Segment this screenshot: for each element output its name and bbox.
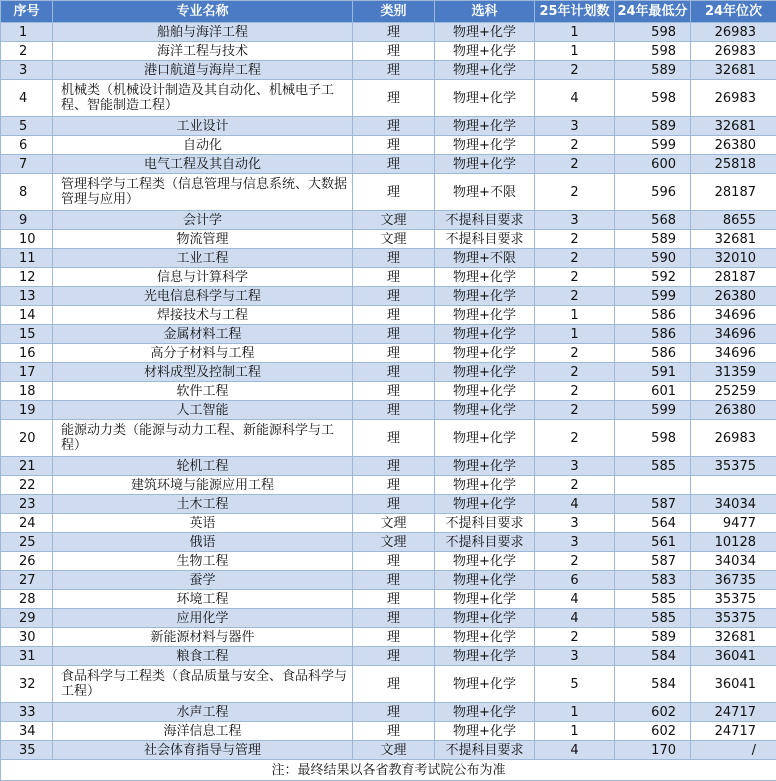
cell-plan-count: 1 <box>535 23 615 42</box>
cell-min-score: 589 <box>615 230 691 249</box>
table-row <box>1 420 776 457</box>
table-row <box>1 495 776 514</box>
table-row <box>1 344 776 363</box>
cell-index: 4 <box>1 80 53 117</box>
cell-index: 1 <box>1 23 53 42</box>
cell-plan-count: 2 <box>535 344 615 363</box>
cell-plan-count: 4 <box>535 741 615 760</box>
cell-index: 22 <box>1 476 53 495</box>
cell-rank: 28187 <box>691 174 776 211</box>
cell-rank: 10128 <box>691 533 776 552</box>
cell-rank: 26983 <box>691 23 776 42</box>
cell-subject-requirement: 物理+化学 <box>435 628 535 647</box>
cell-major-name: 焊接技术与工程 <box>53 306 353 325</box>
cell-plan-count: 2 <box>535 628 615 647</box>
cell-subject-requirement: 物理+化学 <box>435 552 535 571</box>
cell-major-name: 信息与计算科学 <box>53 268 353 287</box>
cell-index: 6 <box>1 136 53 155</box>
cell-subject-requirement: 物理+化学 <box>435 382 535 401</box>
cell-index: 31 <box>1 647 53 666</box>
table-row <box>1 61 776 80</box>
cell-min-score: 599 <box>615 287 691 306</box>
cell-min-score: 170 <box>615 741 691 760</box>
cell-rank: 32010 <box>691 249 776 268</box>
cell-subject-requirement: 物理+化学 <box>435 287 535 306</box>
cell-major-name: 环境工程 <box>53 590 353 609</box>
cell-subject-requirement: 物理+化学 <box>435 363 535 382</box>
table-row <box>1 590 776 609</box>
cell-major-name: 生物工程 <box>53 552 353 571</box>
cell-subject-requirement: 物理+化学 <box>435 155 535 174</box>
table-row <box>1 401 776 420</box>
cell-category: 理 <box>353 382 435 401</box>
cell-category: 理 <box>353 590 435 609</box>
cell-major-name: 工业设计 <box>53 117 353 136</box>
cell-subject-requirement: 物理+化学 <box>435 61 535 80</box>
header-category: 类别 <box>353 1 435 23</box>
cell-index: 29 <box>1 609 53 628</box>
cell-plan-count: 2 <box>535 155 615 174</box>
cell-index: 28 <box>1 590 53 609</box>
cell-plan-count: 2 <box>535 174 615 211</box>
cell-rank: 24717 <box>691 703 776 722</box>
cell-plan-count: 6 <box>535 571 615 590</box>
table-row <box>1 552 776 571</box>
cell-major-name: 港口航道与海岸工程 <box>53 61 353 80</box>
cell-rank: 34696 <box>691 306 776 325</box>
cell-index: 2 <box>1 42 53 61</box>
footnote: 注：最终结果以各省教育考试院公布为准 <box>1 760 776 781</box>
cell-major-name: 海洋工程与技术 <box>53 42 353 61</box>
cell-rank: 35375 <box>691 609 776 628</box>
table-row <box>1 249 776 268</box>
cell-min-score: 561 <box>615 533 691 552</box>
cell-category: 理 <box>353 609 435 628</box>
cell-major-name: 金属材料工程 <box>53 325 353 344</box>
cell-min-score: 599 <box>615 401 691 420</box>
table-row <box>1 80 776 117</box>
cell-category: 理 <box>353 117 435 136</box>
table-row <box>1 42 776 61</box>
cell-plan-count: 1 <box>535 42 615 61</box>
cell-subject-requirement: 不提科目要求 <box>435 211 535 230</box>
cell-category: 理 <box>353 401 435 420</box>
cell-min-score: 584 <box>615 647 691 666</box>
cell-subject-requirement: 物理+化学 <box>435 457 535 476</box>
cell-plan-count: 3 <box>535 211 615 230</box>
cell-index: 3 <box>1 61 53 80</box>
cell-major-name: 电气工程及其自动化 <box>53 155 353 174</box>
cell-plan-count: 5 <box>535 666 615 703</box>
cell-min-score: 587 <box>615 552 691 571</box>
table-row <box>1 382 776 401</box>
cell-index: 27 <box>1 571 53 590</box>
table-header <box>1 1 776 23</box>
cell-plan-count: 2 <box>535 136 615 155</box>
cell-plan-count: 4 <box>535 590 615 609</box>
cell-category: 文理 <box>353 741 435 760</box>
cell-category: 理 <box>353 457 435 476</box>
cell-rank: 26380 <box>691 287 776 306</box>
cell-category: 理 <box>353 363 435 382</box>
cell-plan-count: 2 <box>535 401 615 420</box>
cell-category: 文理 <box>353 211 435 230</box>
cell-major-name: 管理科学与工程类（信息管理与信息系统、大数据管理与应用） <box>53 174 353 211</box>
cell-index: 35 <box>1 741 53 760</box>
cell-category: 理 <box>353 268 435 287</box>
cell-rank: 36041 <box>691 666 776 703</box>
table-row <box>1 457 776 476</box>
cell-rank: 32681 <box>691 117 776 136</box>
cell-min-score: 601 <box>615 382 691 401</box>
table-row <box>1 230 776 249</box>
cell-plan-count: 2 <box>535 287 615 306</box>
cell-major-name: 海洋信息工程 <box>53 722 353 741</box>
cell-subject-requirement: 物理+化学 <box>435 590 535 609</box>
cell-min-score: 598 <box>615 42 691 61</box>
cell-min-score: 586 <box>615 325 691 344</box>
table-row <box>1 155 776 174</box>
cell-subject-requirement: 物理+化学 <box>435 325 535 344</box>
cell-plan-count: 2 <box>535 552 615 571</box>
cell-min-score: 592 <box>615 268 691 287</box>
cell-plan-count: 2 <box>535 420 615 457</box>
cell-subject-requirement: 物理+化学 <box>435 268 535 287</box>
cell-rank: 32681 <box>691 628 776 647</box>
cell-category: 理 <box>353 703 435 722</box>
cell-major-name: 船舶与海洋工程 <box>53 23 353 42</box>
cell-min-score: 590 <box>615 249 691 268</box>
cell-subject-requirement: 物理+化学 <box>435 42 535 61</box>
header-plan-count: 25年计划数 <box>535 1 615 23</box>
cell-index: 32 <box>1 666 53 703</box>
cell-rank <box>691 476 776 495</box>
cell-min-score: 598 <box>615 80 691 117</box>
table-row <box>1 703 776 722</box>
cell-index: 15 <box>1 325 53 344</box>
cell-category: 理 <box>353 306 435 325</box>
cell-subject-requirement: 物理+化学 <box>435 666 535 703</box>
cell-category: 文理 <box>353 514 435 533</box>
cell-major-name: 高分子材料与工程 <box>53 344 353 363</box>
cell-category: 理 <box>353 722 435 741</box>
table-row <box>1 666 776 703</box>
cell-subject-requirement: 物理+化学 <box>435 23 535 42</box>
cell-rank: 34696 <box>691 325 776 344</box>
cell-min-score: 602 <box>615 703 691 722</box>
cell-subject-requirement: 物理+化学 <box>435 401 535 420</box>
cell-category: 理 <box>353 344 435 363</box>
cell-major-name: 水声工程 <box>53 703 353 722</box>
cell-category: 理 <box>353 174 435 211</box>
cell-rank: 26983 <box>691 42 776 61</box>
cell-plan-count: 2 <box>535 230 615 249</box>
cell-plan-count: 4 <box>535 495 615 514</box>
cell-min-score: 585 <box>615 609 691 628</box>
table-body <box>1 23 776 760</box>
header-index: 序号 <box>1 1 53 23</box>
cell-rank: / <box>691 741 776 760</box>
cell-plan-count: 1 <box>535 703 615 722</box>
cell-category: 理 <box>353 647 435 666</box>
cell-index: 10 <box>1 230 53 249</box>
table-row <box>1 211 776 230</box>
table-row <box>1 514 776 533</box>
cell-subject-requirement: 物理+不限 <box>435 249 535 268</box>
cell-major-name: 会计学 <box>53 211 353 230</box>
cell-subject-requirement: 不提科目要求 <box>435 741 535 760</box>
cell-min-score: 589 <box>615 61 691 80</box>
table-row <box>1 722 776 741</box>
table-row <box>1 117 776 136</box>
cell-index: 24 <box>1 514 53 533</box>
cell-subject-requirement: 物理+化学 <box>435 703 535 722</box>
cell-rank: 26380 <box>691 136 776 155</box>
cell-major-name: 食品科学与工程类（食品质量与安全、食品科学与工程） <box>53 666 353 703</box>
cell-major-name: 新能源材料与器件 <box>53 628 353 647</box>
cell-subject-requirement: 物理+化学 <box>435 420 535 457</box>
table-row <box>1 325 776 344</box>
table-row <box>1 741 776 760</box>
cell-min-score <box>615 476 691 495</box>
cell-index: 26 <box>1 552 53 571</box>
cell-index: 33 <box>1 703 53 722</box>
cell-plan-count: 3 <box>535 514 615 533</box>
note-row <box>1 760 776 781</box>
cell-plan-count: 2 <box>535 249 615 268</box>
cell-plan-count: 2 <box>535 476 615 495</box>
cell-major-name: 应用化学 <box>53 609 353 628</box>
cell-index: 34 <box>1 722 53 741</box>
cell-min-score: 584 <box>615 666 691 703</box>
cell-min-score: 587 <box>615 495 691 514</box>
cell-min-score: 602 <box>615 722 691 741</box>
cell-subject-requirement: 物理+化学 <box>435 476 535 495</box>
cell-major-name: 材料成型及控制工程 <box>53 363 353 382</box>
cell-min-score: 589 <box>615 628 691 647</box>
header-min-score: 24年最低分 <box>615 1 691 23</box>
cell-category: 理 <box>353 287 435 306</box>
cell-category: 文理 <box>353 533 435 552</box>
cell-plan-count: 2 <box>535 363 615 382</box>
cell-category: 理 <box>353 61 435 80</box>
table-row <box>1 287 776 306</box>
cell-min-score: 586 <box>615 306 691 325</box>
cell-plan-count: 3 <box>535 457 615 476</box>
cell-rank: 34034 <box>691 495 776 514</box>
cell-major-name: 英语 <box>53 514 353 533</box>
cell-category: 理 <box>353 495 435 514</box>
cell-subject-requirement: 物理+不限 <box>435 174 535 211</box>
cell-rank: 34034 <box>691 552 776 571</box>
cell-index: 17 <box>1 363 53 382</box>
cell-plan-count: 4 <box>535 80 615 117</box>
table-row <box>1 476 776 495</box>
cell-rank: 26380 <box>691 401 776 420</box>
cell-index: 9 <box>1 211 53 230</box>
cell-rank: 8655 <box>691 211 776 230</box>
cell-plan-count: 2 <box>535 61 615 80</box>
cell-subject-requirement: 物理+化学 <box>435 136 535 155</box>
cell-min-score: 585 <box>615 457 691 476</box>
cell-major-name: 工业工程 <box>53 249 353 268</box>
cell-plan-count: 2 <box>535 268 615 287</box>
cell-subject-requirement: 物理+化学 <box>435 571 535 590</box>
cell-index: 21 <box>1 457 53 476</box>
cell-major-name: 俄语 <box>53 533 353 552</box>
cell-plan-count: 1 <box>535 306 615 325</box>
cell-category: 理 <box>353 666 435 703</box>
cell-plan-count: 1 <box>535 722 615 741</box>
cell-category: 理 <box>353 571 435 590</box>
header-major-name: 专业名称 <box>53 1 353 23</box>
cell-rank: 26983 <box>691 420 776 457</box>
header-rank: 24年位次 <box>691 1 776 23</box>
cell-subject-requirement: 物理+化学 <box>435 306 535 325</box>
cell-rank: 31359 <box>691 363 776 382</box>
cell-category: 理 <box>353 80 435 117</box>
cell-min-score: 599 <box>615 136 691 155</box>
cell-index: 13 <box>1 287 53 306</box>
cell-rank: 34696 <box>691 344 776 363</box>
table-row <box>1 628 776 647</box>
header-row <box>1 1 776 23</box>
cell-category: 理 <box>353 155 435 174</box>
table-row <box>1 174 776 211</box>
cell-rank: 24717 <box>691 722 776 741</box>
cell-min-score: 600 <box>615 155 691 174</box>
cell-major-name: 土木工程 <box>53 495 353 514</box>
cell-major-name: 机械类（机械设计制造及其自动化、机械电子工程、智能制造工程） <box>53 80 353 117</box>
cell-major-name: 物流管理 <box>53 230 353 249</box>
cell-category: 文理 <box>353 230 435 249</box>
cell-category: 理 <box>353 552 435 571</box>
cell-index: 18 <box>1 382 53 401</box>
cell-index: 7 <box>1 155 53 174</box>
cell-rank: 35375 <box>691 590 776 609</box>
table-row <box>1 571 776 590</box>
cell-rank: 9477 <box>691 514 776 533</box>
cell-min-score: 598 <box>615 420 691 457</box>
cell-subject-requirement: 物理+化学 <box>435 495 535 514</box>
cell-plan-count: 3 <box>535 533 615 552</box>
table-row <box>1 136 776 155</box>
cell-major-name: 社会体育指导与管理 <box>53 741 353 760</box>
cell-min-score: 564 <box>615 514 691 533</box>
table-footer <box>1 760 776 781</box>
table-row <box>1 23 776 42</box>
cell-major-name: 轮机工程 <box>53 457 353 476</box>
cell-major-name: 建筑环境与能源应用工程 <box>53 476 353 495</box>
cell-index: 19 <box>1 401 53 420</box>
cell-rank: 32681 <box>691 230 776 249</box>
table-row <box>1 609 776 628</box>
cell-rank: 26983 <box>691 80 776 117</box>
cell-major-name: 人工智能 <box>53 401 353 420</box>
cell-index: 8 <box>1 174 53 211</box>
table-row <box>1 363 776 382</box>
cell-subject-requirement: 物理+化学 <box>435 344 535 363</box>
cell-subject-requirement: 不提科目要求 <box>435 230 535 249</box>
cell-subject-requirement: 物理+化学 <box>435 117 535 136</box>
cell-subject-requirement: 物理+化学 <box>435 647 535 666</box>
cell-category: 理 <box>353 325 435 344</box>
cell-category: 理 <box>353 476 435 495</box>
cell-index: 16 <box>1 344 53 363</box>
cell-min-score: 596 <box>615 174 691 211</box>
cell-major-name: 能源动力类（能源与动力工程、新能源科学与工程） <box>53 420 353 457</box>
cell-rank: 25818 <box>691 155 776 174</box>
table-row <box>1 268 776 287</box>
cell-index: 20 <box>1 420 53 457</box>
cell-category: 理 <box>353 23 435 42</box>
cell-index: 23 <box>1 495 53 514</box>
cell-rank: 32681 <box>691 61 776 80</box>
cell-subject-requirement: 物理+化学 <box>435 722 535 741</box>
cell-min-score: 568 <box>615 211 691 230</box>
cell-subject-requirement: 物理+化学 <box>435 609 535 628</box>
cell-category: 理 <box>353 249 435 268</box>
cell-category: 理 <box>353 42 435 61</box>
cell-min-score: 585 <box>615 590 691 609</box>
cell-min-score: 589 <box>615 117 691 136</box>
cell-min-score: 583 <box>615 571 691 590</box>
table-row <box>1 306 776 325</box>
table-row <box>1 647 776 666</box>
cell-plan-count: 1 <box>535 325 615 344</box>
cell-plan-count: 3 <box>535 647 615 666</box>
cell-subject-requirement: 不提科目要求 <box>435 514 535 533</box>
cell-subject-requirement: 物理+化学 <box>435 80 535 117</box>
cell-category: 理 <box>353 420 435 457</box>
cell-plan-count: 2 <box>535 382 615 401</box>
cell-index: 12 <box>1 268 53 287</box>
cell-rank: 25259 <box>691 382 776 401</box>
table-row <box>1 533 776 552</box>
cell-major-name: 光电信息科学与工程 <box>53 287 353 306</box>
cell-major-name: 粮食工程 <box>53 647 353 666</box>
cell-plan-count: 4 <box>535 609 615 628</box>
cell-major-name: 蚕学 <box>53 571 353 590</box>
cell-index: 30 <box>1 628 53 647</box>
header-subject-requirement: 选科 <box>435 1 535 23</box>
cell-category: 理 <box>353 628 435 647</box>
cell-min-score: 591 <box>615 363 691 382</box>
cell-major-name: 软件工程 <box>53 382 353 401</box>
cell-min-score: 598 <box>615 23 691 42</box>
cell-plan-count: 3 <box>535 117 615 136</box>
cell-min-score: 586 <box>615 344 691 363</box>
cell-index: 14 <box>1 306 53 325</box>
cell-index: 25 <box>1 533 53 552</box>
cell-major-name: 自动化 <box>53 136 353 155</box>
cell-rank: 28187 <box>691 268 776 287</box>
cell-category: 理 <box>353 136 435 155</box>
cell-rank: 35375 <box>691 457 776 476</box>
cell-rank: 36041 <box>691 647 776 666</box>
cell-index: 5 <box>1 117 53 136</box>
cell-rank: 36735 <box>691 571 776 590</box>
cell-index: 11 <box>1 249 53 268</box>
cell-subject-requirement: 不提科目要求 <box>435 533 535 552</box>
